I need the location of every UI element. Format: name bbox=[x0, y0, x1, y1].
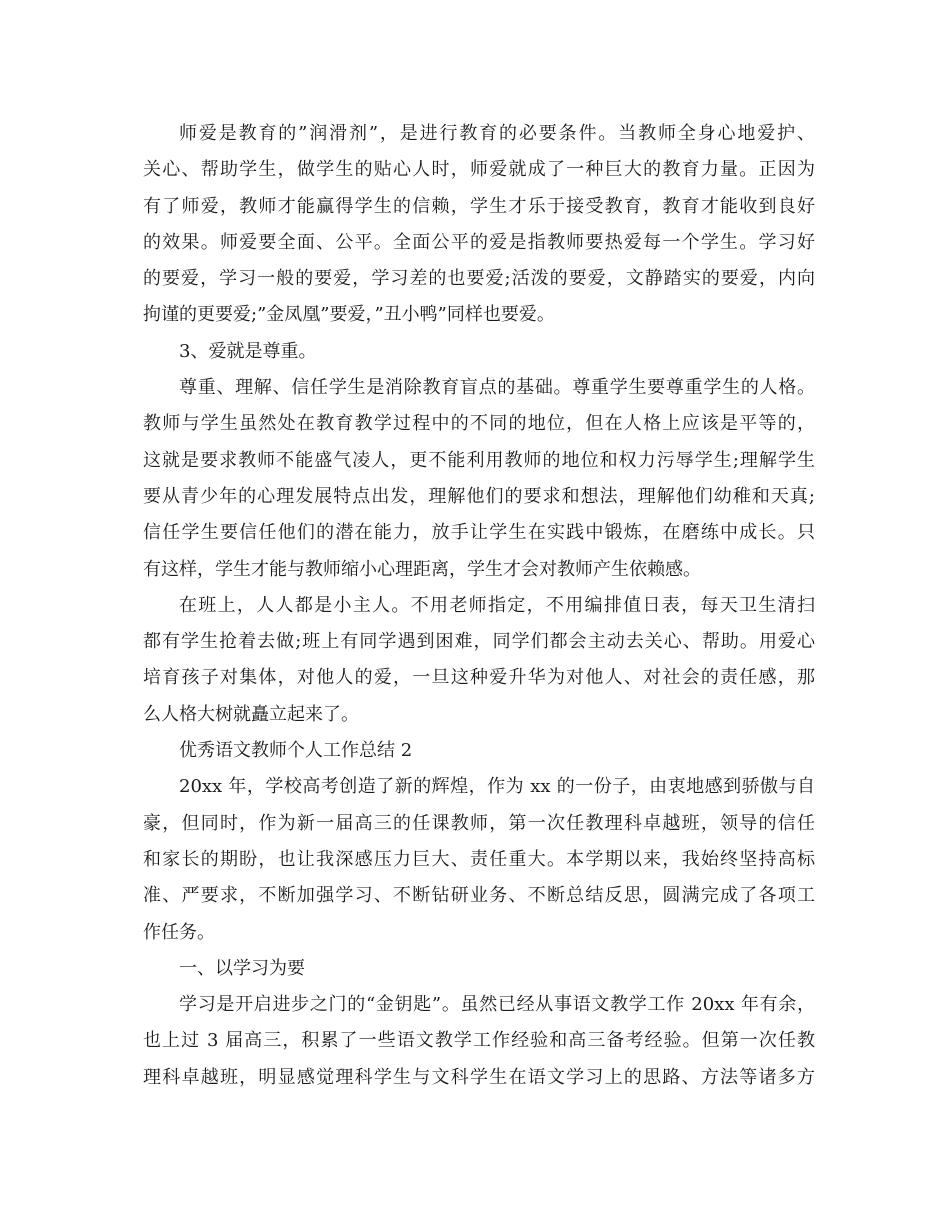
text-line: 作任务。 bbox=[143, 921, 215, 943]
text-line: 尊重、理解、信任学生是消除教育盲点的基础。尊重学生要尊重学生的人格。 bbox=[179, 377, 815, 399]
text-line: 优秀语文教师个人工作总结 2 bbox=[179, 740, 413, 762]
text-line: 豪，但同时，作为新一届高三的任课教师，第一次任教理科卓越班，领导的信任 bbox=[143, 812, 815, 834]
text-line: 信任学生要信任他们的潜在能力，放手让学生在实践中锻炼，在磨练中成长。只 bbox=[143, 522, 815, 544]
text-line: 20xx 年，学校高考创造了新的辉煌，作为 xx 的一份子，由衷地感到骄傲与自 bbox=[179, 776, 815, 798]
text-line: 师爱是教育的”润滑剂”，是进行教育的必要条件。当教师全身心地爱护、 bbox=[179, 123, 815, 144]
text-line: 理科卓越班，明显感觉理科学生与文科学生在语文学习上的思路、方法等诸多方 bbox=[143, 1066, 815, 1088]
text-line: 学习是开启进步之门的“金钥匙”。虽然已经从事语文教学工作 20xx 年有余， bbox=[179, 994, 815, 1016]
text-line: 有了师爱，教师才能赢得学生的信赖，学生才乐于接受教育，教育才能收到良好 bbox=[143, 195, 815, 217]
text-line: 都有学生抢着去做;班上有同学遇到困难，同学们都会主动去关心、帮助。用爱心 bbox=[143, 631, 815, 653]
text-line: 关心、帮助学生，做学生的贴心人时，师爱就成了一种巨大的教育力量。正因为 bbox=[143, 159, 815, 181]
text-line: 和家长的期盼，也让我深感压力巨大、责任重大。本学期以来，我始终坚持高标 bbox=[143, 848, 815, 870]
text-line: 拘谨的更要爱;”金凤凰”要爱，”丑小鸭”同样也要爱。 bbox=[143, 304, 555, 326]
text-line: 的效果。师爱要全面、公平。全面公平的爱是指教师要热爱每一个学生。学习好 bbox=[143, 231, 815, 253]
text-line: 一、以学习为要 bbox=[179, 957, 305, 979]
text-line: 教师与学生虽然处在教育教学过程中的不同的地位，但在人格上应该是平等的， bbox=[143, 413, 815, 435]
text-line: 要从青少年的心理发展特点出发，理解他们的要求和想法，理解他们幼稚和天真; bbox=[143, 485, 815, 507]
document-body bbox=[143, 116, 815, 1096]
text-line: 这就是要求教师不能盛气凌人，更不能利用教师的地位和权力污辱学生;理解学生 bbox=[143, 449, 815, 471]
text-line: 么人格大树就矗立起来了。 bbox=[143, 703, 359, 725]
text-line: 准、严要求，不断加强学习、不断钻研业务、不断总结反思，圆满完成了各项工 bbox=[143, 885, 815, 907]
text-line: 的要爱，学习一般的要爱，学习差的也要爱;活泼的要爱，文静踏实的要爱，内向 bbox=[143, 268, 815, 290]
text-line: 在班上，人人都是小主人。不用老师指定，不用编排值日表，每天卫生清扫 bbox=[179, 594, 815, 616]
text-line: 也上过 3 届高三，积累了一些语文教学工作经验和高三备考经验。但第一次任教 bbox=[143, 1030, 815, 1052]
text-line: 培育孩子对集体，对他人的爱，一旦这种爱升华为对他人、对社会的责任感，那 bbox=[143, 667, 815, 689]
text-line: 有这样，学生才能与教师缩小心理距离，学生才会对教师产生依赖感。 bbox=[143, 558, 701, 580]
text-line: 3、爱就是尊重。 bbox=[179, 340, 317, 362]
